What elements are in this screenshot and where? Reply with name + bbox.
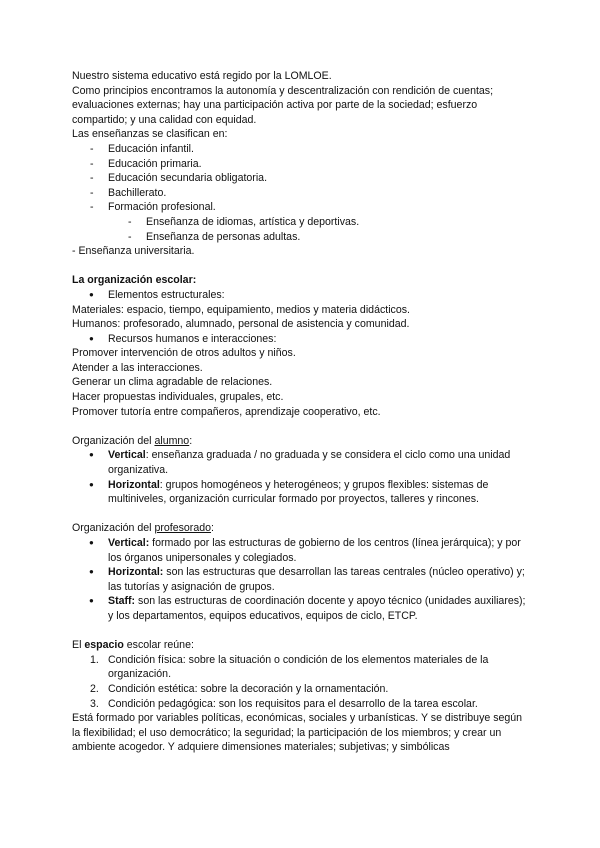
list-item: ● Horizontal: grupos homogéneos y heterogéneos; y grupos flexibles: sistemas de multiniveles, organización curricular formado por proyectos, talleres y rincones. xyxy=(72,478,528,507)
list-item: ● Vertical: formado por las estructuras de gobierno de los centros (línea jerárquica); y por los órganos unipersonales y colegiados. xyxy=(72,536,528,565)
fp-sublist xyxy=(72,215,528,244)
section-heading: Organización del alumno: xyxy=(72,434,193,447)
list-item: 1. Condición física: sobre la situación o condición de los elementos materiales de la organización. xyxy=(90,653,489,681)
ensenanzas-list xyxy=(72,142,528,215)
list-item: - Bachillerato. xyxy=(72,186,528,201)
paragraph: Atender a las interacciones. xyxy=(72,361,203,374)
intro-line: Nuestro sistema educativo está regido por la LOMLOE. xyxy=(72,70,332,82)
list-item: ● Vertical: enseñanza graduada / no graduada y se considera el ciclo como una unidad organizativa. xyxy=(72,448,528,477)
section-heading: El espacio escolar reúne: xyxy=(72,639,194,652)
universitaria-line: - Enseñanza universitaria. xyxy=(72,245,195,258)
closing-paragraph: Está formado por variables políticas, económicas, sociales y urbanísticas. Y se distribuye según la flexibilidad; el uso democrático; la seguridad; la participación de los miembros; y crear un ambiente acogedor. Y adquiere dimensiones materiales; subjetivas; y simbólicas xyxy=(72,712,523,754)
list-item: - Enseñanza de idiomas, artística y deportivas. xyxy=(72,215,528,230)
section-heading: Organización del profesorado: xyxy=(72,522,214,535)
list-item: - Formación profesional. xyxy=(72,200,528,215)
list-item: - Educación secundaria obligatoria. xyxy=(72,171,528,186)
profesorado-list xyxy=(72,536,528,624)
paragraph: Humanos: profesorado, alumnado, personal de asistencia y comunidad. xyxy=(72,318,410,331)
list-item: 3. Condición pedagógica: son los requisitos para el desarrollo de la tarea escolar. xyxy=(90,697,478,710)
list-item: - Educación infantil. xyxy=(72,142,528,157)
bullet-item: ● Recursos humanos e interacciones: xyxy=(72,332,528,347)
ensenanzas-intro: Las enseñanzas se clasifican en: xyxy=(72,128,228,141)
list-item: - Educación primaria. xyxy=(72,157,528,172)
paragraph: Hacer propuestas individuales, grupales, etc. xyxy=(72,391,284,404)
paragraph: Materiales: espacio, tiempo, equipamiento, medios y materia didácticos. xyxy=(72,303,410,316)
paragraph: Promover intervención de otros adultos y niños. xyxy=(72,347,296,360)
alumno-list xyxy=(72,448,528,506)
section-heading: La organización escolar: xyxy=(72,274,197,287)
list-item: ● Staff: son las estructuras de coordinación docente y apoyo técnico (unidades auxiliares); y los departamentos, equipos educativos, equipos de ciclo, ETCP. xyxy=(72,594,528,623)
paragraph: Generar un clima agradable de relaciones. xyxy=(72,376,273,389)
espacio-list xyxy=(72,653,528,711)
list-item: - Enseñanza de personas adultas. xyxy=(72,230,528,245)
intro-paragraph: Como principios encontramos la autonomía y descentralización con rendición de cuentas; evaluaciones externas; hay una participación activa por parte de la sociedad; esfuerzo compartido; y una calidad con equidad. xyxy=(72,84,494,126)
list-item: ● Horizontal: son las estructuras que desarrollan las tareas centrales (núcleo operativo) y; las tutorías y asignación de grupos. xyxy=(72,565,528,594)
paragraph: Promover tutoría entre compañeros, aprendizaje cooperativo, etc. xyxy=(72,405,381,418)
document-page xyxy=(72,69,528,755)
list-item: 2. Condición estética: sobre la decoración y la ornamentación. xyxy=(90,682,389,695)
bullet-item: ● Elementos estructurales: xyxy=(72,288,528,303)
